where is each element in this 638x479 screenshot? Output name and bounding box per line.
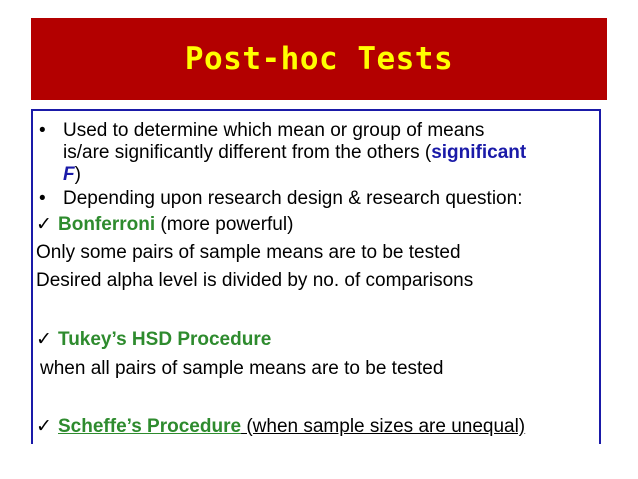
bullet-2 bbox=[39, 188, 522, 210]
content-box bbox=[31, 109, 601, 444]
bullet-1-line-2 bbox=[63, 142, 526, 164]
tukey-item bbox=[36, 329, 271, 351]
bullet-1-line-1 bbox=[39, 120, 484, 142]
bonferroni-note: (more powerful) bbox=[155, 214, 294, 235]
title-banner bbox=[31, 18, 607, 100]
f-symbol: F bbox=[63, 164, 75, 185]
check-icon: ✓ bbox=[36, 214, 52, 235]
slide-title: Post-hoc Tests bbox=[184, 41, 454, 77]
check-icon: ✓ bbox=[36, 329, 52, 350]
tukey-detail: when all pairs of sample means are to be tested bbox=[40, 358, 444, 379]
bullet-marker: • bbox=[39, 120, 46, 141]
bonferroni-item bbox=[36, 214, 293, 236]
scheffe-note: (when sample sizes are unequal) bbox=[241, 416, 526, 437]
bonferroni-detail-2: Desired alpha level is divided by no. of comparisons bbox=[36, 270, 474, 291]
bonferroni-name: Bonferroni bbox=[58, 214, 156, 235]
tukey-name: Tukey’s HSD Procedure bbox=[58, 329, 272, 350]
bullet-1-text: Used to determine which mean or group of means bbox=[63, 120, 485, 141]
bullet-1-text-cont: is/are significantly different from the others ( bbox=[63, 142, 432, 163]
scheffe-item bbox=[36, 416, 525, 438]
close-paren: ) bbox=[74, 164, 81, 185]
bonferroni-detail-1: Only some pairs of sample means are to be tested bbox=[36, 242, 461, 263]
check-icon: ✓ bbox=[36, 416, 52, 437]
significant-word: significant bbox=[431, 142, 527, 163]
scheffe-name: Scheffe’s Procedure bbox=[58, 416, 242, 437]
bullet-2-text: Depending upon research design & research question: bbox=[63, 188, 523, 209]
bullet-marker: • bbox=[39, 188, 46, 209]
bullet-1-line-3 bbox=[63, 164, 81, 186]
